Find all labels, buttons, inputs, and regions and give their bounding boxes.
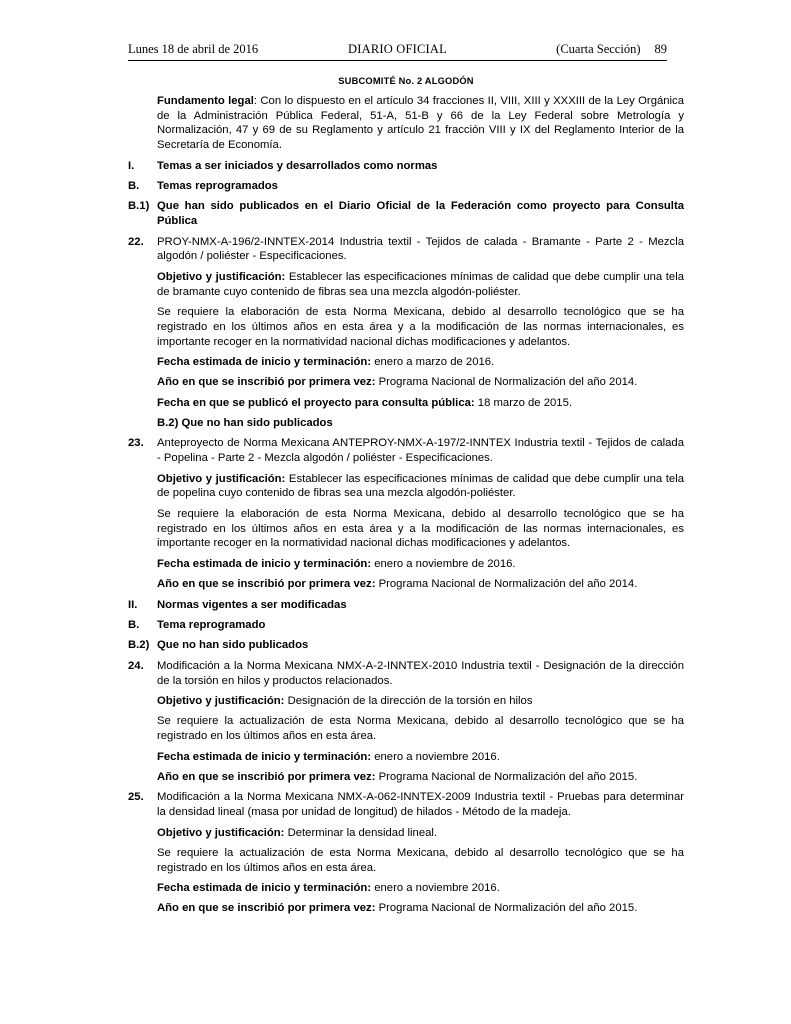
item-23-anio [157,577,684,592]
item-22-title [128,235,684,265]
item-number: 24. [128,659,144,672]
anio-label: Año en que se inscribió por primera vez: [157,902,376,915]
heading-text: Que no han sido publicados [157,639,309,652]
heading-II [128,598,684,613]
objetivo-label: Objetivo y justificación: [157,270,286,283]
heading-number: I. [128,159,135,172]
fecha-text: enero a noviembre 2016. [371,750,500,763]
item-24-anio [157,770,684,785]
anio-label: Año en que se inscribió por primera vez: [157,770,376,783]
item-title: Modificación a la Norma Mexicana NMX-A-062-INNTEX-2009 Industria textil - Pruebas para determinar la densidad lineal (masa por unidad de longitud) de hilados - Método de la madeja. [157,791,684,819]
anio-label: Año en que se inscribió por primera vez: [157,376,376,389]
heading-text: Que han sido publicados en el Diario Oficial de la Federación como proyecto para Consulta Pública [157,200,684,228]
item-25-title [128,790,684,820]
header-rule [128,60,667,61]
item-22-fecha [157,355,684,370]
heading-B [128,179,684,194]
anio-text: Programa Nacional de Normalización del año 2014. [375,578,638,591]
heading-B2-first: B.2) Que no han sido publicados [157,417,333,430]
heading-number: B. [128,619,140,631]
heading-number: B. [128,179,140,192]
item-title: PROY-NMX-A-196/2-INNTEX-2014 Industria textil - Tejidos de calada - Bramante - Parte 2 - Mezcla algodón / poliéster - Especificaciones. [157,235,684,263]
objetivo-label: Objetivo y justificación: [157,826,285,839]
fundamento-legal [157,94,684,153]
heading-number: B.2) [128,639,150,652]
item-23-title [128,436,684,466]
fecha-text: enero a marzo de 2016. [371,355,495,368]
fundamento-label: Fundamento legal [157,94,254,107]
fecha-text: enero a noviembre 2016. [371,882,500,895]
heading-text: Tema reprogramado [157,619,266,631]
heading-B1 [128,199,684,229]
objetivo-text: Determinar la densidad lineal. [284,826,438,839]
item-23-objetivo [157,472,684,502]
item-number: 25. [128,791,144,804]
page-header [128,42,667,60]
heading-B2-second [128,638,684,653]
item-23-justificacion: Se requiere la elaboración de esta Norma Mexicana, debido al desarrollo tecnológico que se ha registrado en los últimos años en esta área y a la modificación de las normas internacionales, es importante recoger en la normatividad nacional dichas modificaciones y adelantos. [157,507,684,550]
item-number: 23. [128,437,144,450]
item-25-fecha [157,881,684,896]
publicacion-label: Fecha en que se publicó el proyecto para consulta pública: [157,396,475,409]
heading-B-second [128,618,684,633]
item-22-publicacion [157,396,684,411]
heading-text: Temas reprogramados [157,179,278,192]
header-page-number: 89 [654,42,667,56]
header-right [556,42,667,57]
fecha-label: Fecha estimada de inicio y terminación: [157,750,372,763]
fundamento-text: : Con lo dispuesto en el artículo 34 fracciones II, VIII, XIII y XXXIII de la Ley Orgánica de la Administración Pública Federal, 51-A, 51-B y 66 de la Ley Federal sobre Metrología y Normalización, 47 y 69 de su Reglamento y artículo 21 fracción VIII y IX del Reglamento Interior de la Secretaría de Economía. [157,94,684,152]
item-24-fecha [157,750,684,765]
heading-I [128,159,684,174]
header-section: (Cuarta Sección) [556,42,641,56]
anio-text: Programa Nacional de Normalización del año 2014. [375,376,638,389]
anio-text: Programa Nacional de Normalización del año 2015. [375,770,638,783]
item-number: 22. [128,235,144,248]
heading-text: Temas a ser iniciados y desarrollados como normas [157,159,438,172]
heading-number: II. [128,598,138,611]
objetivo-label: Objetivo y justificación: [157,472,286,485]
item-25-justificacion: Se requiere la actualización de esta Norma Mexicana, debido al desarrollo tecnológico que se ha registrado en los últimos años en esta área. [157,846,684,874]
header-date: Lunes 18 de abril de 2016 [128,42,259,56]
anio-label: Año en que se inscribió por primera vez: [157,578,376,591]
item-title: Modificación a la Norma Mexicana NMX-A-2-INNTEX-2010 Industria textil - Designación de la dirección de la torsión en hilos y productos relacionados. [157,659,684,687]
item-24-justificacion: Se requiere la actualización de esta Norma Mexicana, debido al desarrollo tecnológico que se ha registrado en los últimos años en esta área. [157,715,684,743]
header-publication: DIARIO OFICIAL [348,42,447,56]
heading-text: Normas vigentes a ser modificadas [157,598,347,611]
anio-text: Programa Nacional de Normalización del año 2015. [375,902,638,915]
objetivo-text: Designación de la dirección de la torsión en hilos [284,694,533,707]
item-23-fecha [157,557,684,572]
item-22-objetivo [157,270,684,300]
item-22-justificacion: Se requiere la elaboración de esta Norma Mexicana, debido al desarrollo tecnológico que se ha registrado en los últimos años en esta área y a la modificación de las normas internacionales, es importante recoger en la normatividad nacional dichas modificaciones y adelantos. [157,305,684,348]
section-title: SUBCOMITÉ No. 2 ALGODÓN [338,76,474,86]
objetivo-text: Establecer las especificaciones mínimas de calidad que debe cumplir una tela de bramante cuyo contenido de fibras sea una mezcla algodón-poliéster. [157,270,684,298]
item-25-anio [157,901,684,916]
objetivo-label: Objetivo y justificación: [157,694,285,707]
fecha-label: Fecha estimada de inicio y terminación: [157,882,372,895]
item-title: Anteproyecto de Norma Mexicana ANTEPROY-NMX-A-197/2-INNTEX Industria textil - Tejidos de calada - Popelina - Parte 2 - Mezcla algodón / poliéster - Especificaciones. [157,437,684,465]
item-24-objetivo [157,694,684,709]
item-22-anio [157,375,684,390]
item-24-title [128,659,684,689]
heading-number: B.1) [128,200,150,213]
fecha-text: enero a noviembre de 2016. [371,557,516,570]
fecha-label: Fecha estimada de inicio y terminación: [157,355,372,368]
fecha-label: Fecha estimada de inicio y terminación: [157,557,372,570]
publicacion-text: 18 marzo de 2015. [474,396,572,409]
item-25-objetivo [157,826,684,841]
objetivo-text: Establecer las especificaciones mínimas de calidad que debe cumplir una tela de popelina cuyo contenido de fibras sea una mezcla algodón-poliéster. [157,472,684,500]
page-content [128,74,684,922]
